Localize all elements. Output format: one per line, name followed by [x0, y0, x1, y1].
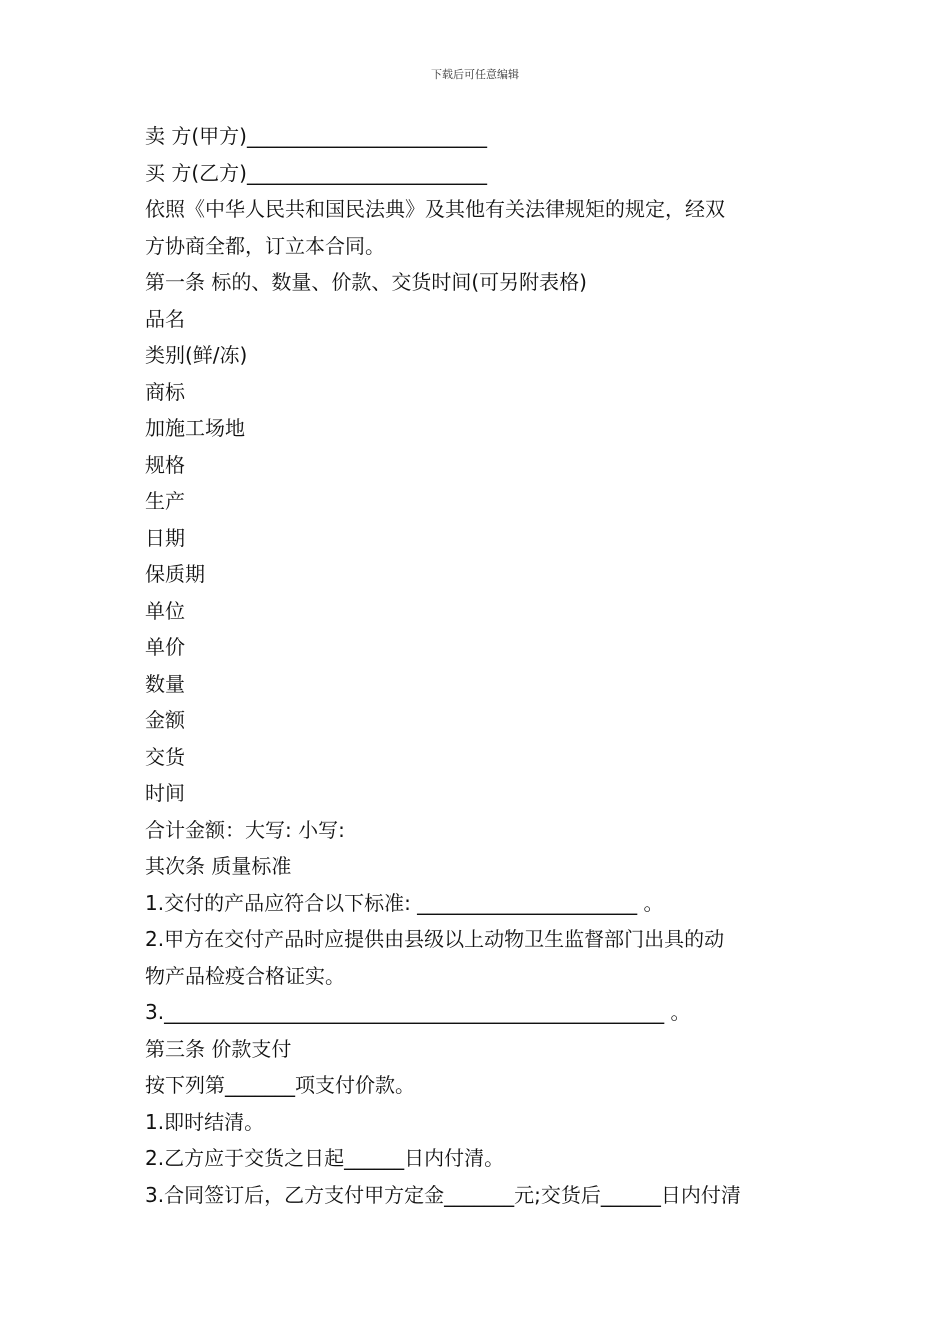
article-1-heading: 第一条 标的、数量、价款、交货时间(可另附表格) — [145, 270, 587, 294]
document-body — [145, 118, 825, 1213]
preamble-line-2: 方协商全都，订立本合同。 — [145, 233, 385, 258]
payment-option-intro: 按下列第_______项支付价款。 — [145, 1073, 415, 1097]
payment-option-3: 3.合同签订后，乙方支付甲方定金_______元;交货后______日内付清 — [145, 1182, 741, 1207]
field-category: 类别(鲜/冻) — [145, 343, 248, 367]
field-product-name: 品名 — [145, 306, 185, 331]
payment-option-2: 2.乙方应于交货之日起______日内付清。 — [145, 1146, 505, 1170]
total-amount-line: 合计金额：大写: 小写: — [145, 817, 345, 842]
page-header: 下载后可任意编辑 — [431, 68, 519, 81]
field-delivery: 交货 — [145, 744, 185, 769]
quality-clause-2-line-1: 2.甲方在交付产品时应提供由县级以上动物卫生监督部门出具的动 — [145, 927, 725, 951]
seller-line: 卖 方(甲方)________________________ — [145, 124, 487, 148]
field-trademark: 商标 — [145, 379, 185, 404]
buyer-line: 买 方(乙方)________________________ — [145, 160, 487, 185]
quality-clause-3: 3.__________________________________________________ 。 — [145, 1000, 691, 1024]
quality-clause-2-line-2: 物产品检疫合格证实。 — [145, 963, 345, 988]
article-3-heading: 第三条 价款支付 — [145, 1036, 292, 1061]
field-shelf-life: 保质期 — [145, 562, 205, 586]
field-specification: 规格 — [145, 452, 185, 477]
payment-option-1: 1.即时结清。 — [145, 1109, 265, 1134]
field-time: 时间 — [145, 781, 185, 805]
field-processing-site: 加施工场地 — [145, 416, 245, 440]
quality-clause-1: 1.交付的产品应符合以下标准: ______________________ 。 — [145, 890, 664, 915]
field-unit: 单位 — [145, 598, 185, 623]
field-amount: 金额 — [145, 708, 185, 732]
field-production: 生产 — [145, 489, 185, 513]
preamble-line-1: 依照《中华人民共和国民法典》及其他有关法律规矩的规定，经双 — [145, 197, 725, 221]
field-quantity: 数量 — [145, 671, 185, 696]
field-unit-price: 单价 — [145, 635, 185, 659]
article-2-heading: 其次条 质量标准 — [145, 854, 292, 878]
field-date: 日期 — [145, 525, 185, 550]
